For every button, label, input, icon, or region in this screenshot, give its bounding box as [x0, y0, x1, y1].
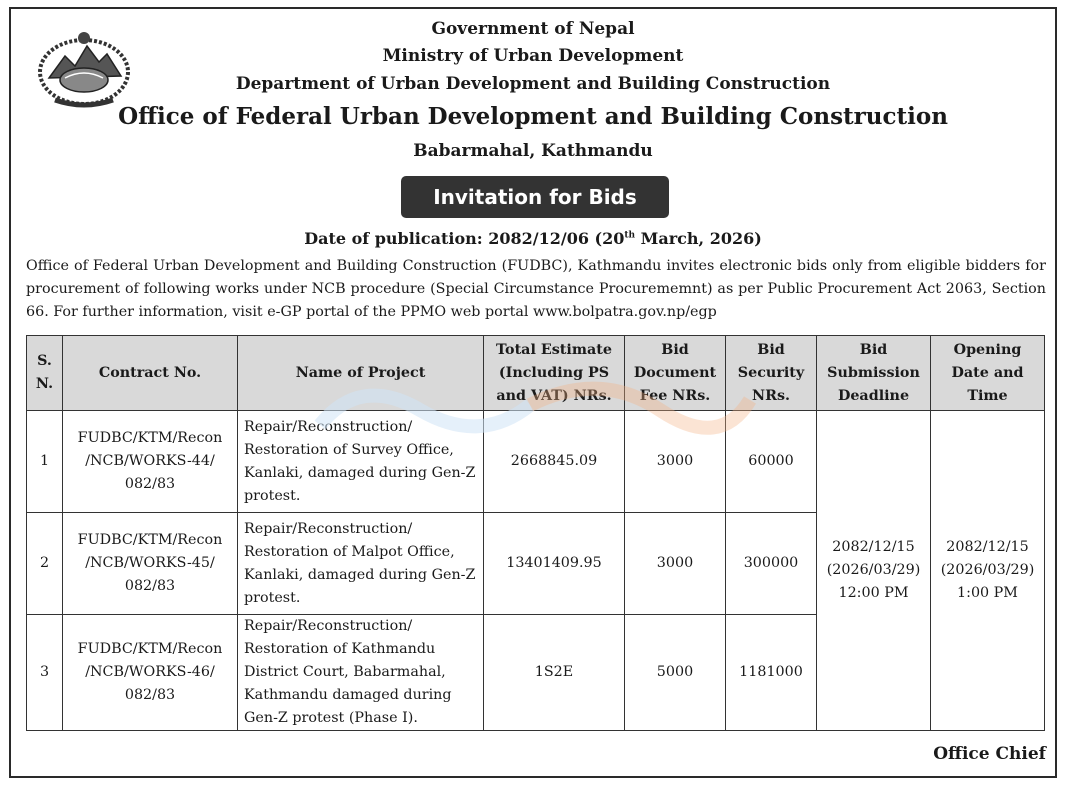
header-deadline: Bid Submission Deadline: [817, 336, 931, 411]
opening-time: 1:00 PM: [957, 585, 1018, 601]
cell-sn: 3: [27, 615, 63, 731]
header-estimate: Total Estimate (Including PS and VAT) NRs.: [484, 336, 625, 411]
opening-ad: (2026/03/29): [940, 562, 1035, 578]
cell-fee: 5000: [625, 615, 726, 731]
opening-date: 2082/12/15: [946, 539, 1029, 555]
publication-prefix: Date of publication: 2082/12/06 (20: [304, 229, 625, 248]
cell-estimate: 13401409.95: [484, 513, 625, 615]
office-title: Office of Federal Urban Development and Building Construction: [118, 103, 948, 130]
deadline-ad: (2026/03/29): [826, 562, 921, 578]
cell-estimate: 2668845.09: [484, 411, 625, 513]
cell-project: Repair/Reconstruction/ Restoration of Kathmandu District Court, Babarmahal, Kathmandu damaged during Gen-Z protest (Phase I).: [238, 615, 484, 731]
nepal-emblem-icon: [35, 28, 133, 108]
department-line: Department of Urban Development and Building Construction: [235, 74, 831, 94]
cell-fee: 3000: [625, 411, 726, 513]
intro-paragraph: Office of Federal Urban Development and Building Construction (FUDBC), Kathmandu invites electronic bids only from eligible bidders for procurement of following works under NCB procedure (Special Circumstance Procurememnt) as per Public Procurement Act 2063, Section 66. For further information, visit e-GP portal of the PPMO web portal www.bolpatra.gov.np/egp: [26, 258, 1046, 320]
header-fee: Bid Document Fee NRs.: [625, 336, 726, 411]
cell-contract: FUDBC/KTM/Recon /NCB/WORKS-45/ 082/83: [63, 513, 238, 615]
cell-contract: FUDBC/KTM/Recon /NCB/WORKS-46/ 082/83: [63, 615, 238, 731]
office-location: Babarmahal, Kathmandu: [413, 141, 653, 161]
cell-security: 300000: [726, 513, 817, 615]
publication-sup: th: [624, 230, 636, 241]
cell-contract: FUDBC/KTM/Recon /NCB/WORKS-44/ 082/83: [63, 411, 238, 513]
cell-deadline: [817, 411, 931, 731]
header-contract: Contract No.: [63, 336, 238, 411]
invitation-banner: [401, 176, 669, 218]
deadline-date: 2082/12/15: [832, 539, 915, 555]
cell-security: 1181000: [726, 615, 817, 731]
banner-title: Invitation for Bids: [433, 185, 637, 209]
publication-date: [0, 229, 1066, 248]
publication-suffix: March, 2026): [635, 229, 762, 248]
header-project: Name of Project: [238, 336, 484, 411]
deadline-time: 12:00 PM: [838, 585, 909, 601]
bids-table: [26, 335, 1045, 731]
cell-sn: 1: [27, 411, 63, 513]
government-line: Government of Nepal: [431, 19, 635, 39]
office-chief-signatory: Office Chief: [933, 744, 1046, 764]
cell-opening: [931, 411, 1045, 731]
cell-estimate: 1S2E: [484, 615, 625, 731]
header-security: Bid Security NRs.: [726, 336, 817, 411]
cell-project: Repair/Reconstruction/ Restoration of Malpot Office, Kanlaki, damaged during Gen-Z protest.: [238, 513, 484, 615]
header-sn: S. N.: [27, 336, 63, 411]
cell-fee: 3000: [625, 513, 726, 615]
cell-project: Repair/Reconstruction/ Restoration of Survey Office, Kanlaki, damaged during Gen-Z protest.: [238, 411, 484, 513]
ministry-line: Ministry of Urban Development: [382, 46, 684, 66]
cell-sn: 2: [27, 513, 63, 615]
header-opening: Opening Date and Time: [931, 336, 1045, 411]
table-row: [27, 411, 1045, 513]
cell-security: 60000: [726, 411, 817, 513]
